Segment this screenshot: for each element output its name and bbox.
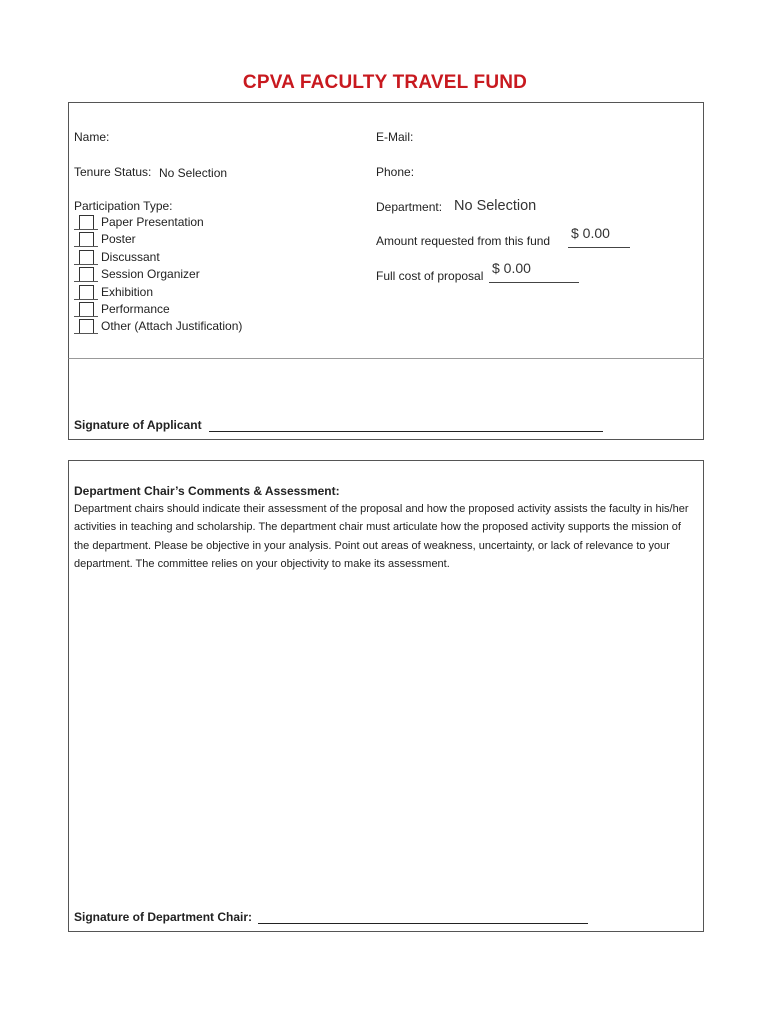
participation-option-label: Paper Presentation bbox=[101, 215, 204, 229]
checkbox-underline bbox=[74, 246, 98, 247]
full-cost-value: $ 0.00 bbox=[492, 260, 531, 276]
participation-checkbox[interactable] bbox=[79, 215, 94, 230]
tenure-status-label: Tenure Status: bbox=[74, 165, 152, 179]
chair-signature-label: Signature of Department Chair: bbox=[74, 910, 253, 924]
participation-type-label: Participation Type: bbox=[74, 199, 173, 213]
applicant-signature-line bbox=[74, 418, 603, 432]
amount-requested-label: Amount requested from this fund bbox=[376, 234, 551, 248]
participation-checkbox[interactable] bbox=[79, 319, 94, 334]
participation-option-label: Exhibition bbox=[101, 284, 154, 299]
department-label: Department: bbox=[376, 200, 443, 214]
applicant-signature-label: Signature of Applicant bbox=[74, 418, 202, 432]
participation-option-label: Other (Attach Justification) bbox=[101, 319, 243, 334]
chair-signature-field[interactable] bbox=[258, 923, 588, 924]
participation-option-label: Session Organizer bbox=[101, 267, 200, 282]
chair-instructions: Department chairs should indicate their assessment of the proposal and how the proposed activity assists the faculty in his/her activities in teaching and scholarship. The department chair must articulate how the proposed activity supports the mission of the department. Please be objective in your analysis. Point out areas of weakness, uncertainty, or lack of relevance to your department. The committee relies on your objectivity to make its assessment. bbox=[74, 503, 689, 570]
phone-label: Phone: bbox=[376, 165, 415, 179]
participation-checkbox[interactable] bbox=[79, 285, 94, 300]
full-cost-field[interactable] bbox=[489, 260, 579, 283]
participation-option-label: Poster bbox=[101, 232, 136, 247]
chair-signature-line bbox=[74, 910, 588, 924]
applicant-signature-field[interactable] bbox=[209, 431, 603, 432]
email-label: E-Mail: bbox=[376, 130, 414, 144]
name-label: Name: bbox=[74, 130, 110, 144]
checkbox-underline bbox=[74, 264, 98, 265]
full-cost-label: Full cost of proposal bbox=[376, 269, 484, 283]
chair-comments-area[interactable] bbox=[74, 578, 694, 898]
participation-checkbox[interactable] bbox=[79, 232, 94, 247]
participation-checkbox[interactable] bbox=[79, 267, 94, 282]
checkbox-underline bbox=[74, 281, 98, 282]
form-title: CPVA FACULTY TRAVEL FUND bbox=[242, 72, 528, 93]
checkbox-underline bbox=[74, 333, 98, 334]
participation-checkbox[interactable] bbox=[79, 250, 94, 265]
participation-option-label: Performance bbox=[101, 302, 170, 316]
department-select[interactable]: No Selection bbox=[454, 198, 537, 214]
checkbox-underline bbox=[74, 316, 98, 317]
amount-requested-value: $ 0.00 bbox=[571, 225, 610, 241]
tenure-status-select[interactable]: No Selection bbox=[159, 166, 228, 180]
chair-comments-heading: Department Chair’s Comments & Assessment: bbox=[74, 484, 340, 498]
amount-requested-field[interactable] bbox=[568, 225, 630, 248]
checkbox-underline bbox=[74, 229, 98, 230]
participation-checkbox[interactable] bbox=[79, 302, 94, 317]
participation-option-label: Discussant bbox=[101, 249, 160, 264]
checkbox-underline bbox=[74, 299, 98, 300]
